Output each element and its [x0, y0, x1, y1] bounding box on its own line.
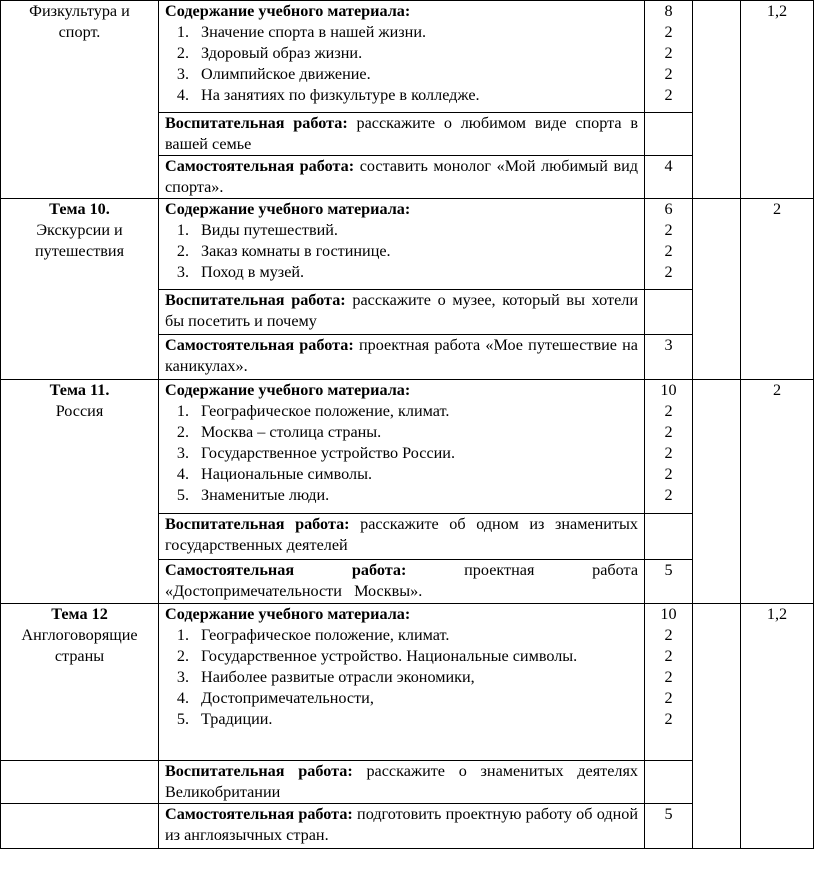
- upbringing-cell: [159, 113, 645, 156]
- upbringing-text: расскажите об одном из знаменитых государственных деятелей: [165, 515, 638, 554]
- topic-cell: [1, 380, 159, 604]
- list-item: 2. Москва – столица страны.: [176, 423, 382, 441]
- independent-text: проектная работа «Достопримечательности Москвы».: [165, 561, 639, 600]
- independent-label: Самостоятельная работа:: [165, 561, 407, 579]
- item-hours: 2: [664, 465, 673, 483]
- list-item: 3. Поход в музей.: [176, 263, 305, 281]
- list-item: 2. Государственное устройство. Национальные символы.: [176, 647, 578, 665]
- topic-line: путешествия: [34, 242, 125, 260]
- content-cell: [159, 199, 645, 290]
- item-hours: 2: [664, 689, 673, 707]
- list-item: 1. Географическое положение, климат.: [176, 626, 450, 644]
- empty-cell: [693, 1, 741, 199]
- independent-cell: [159, 560, 645, 604]
- level-value: 2: [772, 381, 782, 399]
- item-hours: 2: [664, 242, 673, 260]
- content-heading: Содержание учебного материала:: [165, 605, 411, 623]
- content-cell: [159, 604, 645, 761]
- independent-label: Самостоятельная работа:: [165, 336, 354, 354]
- upbringing-label: Воспитательная работа:: [165, 291, 346, 309]
- upbringing-hours: [645, 290, 693, 335]
- upbringing-hours: [645, 113, 693, 156]
- item-hours: 2: [664, 486, 673, 504]
- independent-label: Самостоятельная работа:: [165, 805, 353, 823]
- list-item: 4. Достопримечательности,: [176, 689, 374, 707]
- independent-text: подготовить проектную работу об одной из англоязычных стран.: [165, 805, 638, 844]
- hours-total: 10: [660, 605, 677, 623]
- topic-line: Россия: [55, 402, 104, 420]
- item-hours: 2: [664, 44, 673, 62]
- upbringing-label: Воспитательная работа:: [165, 515, 350, 533]
- item-hours: 2: [664, 402, 673, 420]
- independent-cell: [159, 156, 645, 199]
- topic-line: Экскурсии и: [36, 221, 123, 239]
- item-hours: 2: [664, 263, 673, 281]
- level-cell: [741, 604, 814, 849]
- level-cell: [741, 199, 814, 380]
- hours-total: 6: [664, 200, 673, 218]
- table-row: [1, 604, 814, 761]
- upbringing-hours: [645, 514, 693, 560]
- item-hours: 2: [664, 65, 673, 83]
- list-item: 3. Государственное устройство России.: [176, 444, 456, 462]
- independent-hours: 5: [645, 804, 693, 849]
- upbringing-cell: [159, 761, 645, 804]
- topic-cell: [1, 604, 159, 761]
- independent-text: проектная работа «Мое путешествие на каникулах».: [165, 336, 638, 375]
- table-row: [1, 380, 814, 514]
- topic-title: Тема 12: [51, 605, 108, 623]
- upbringing-text: расскажите о музее, который вы хотели бы посетить и почему: [165, 291, 638, 330]
- list-item: 3. Олимпийское движение.: [176, 65, 371, 83]
- upbringing-cell: [159, 290, 645, 335]
- content-cell: [159, 1, 645, 113]
- item-hours: 2: [664, 23, 673, 41]
- hours-cell: [645, 199, 693, 290]
- level-cell: [741, 380, 814, 604]
- list-item: 5. Знаменитые люди.: [176, 486, 330, 504]
- topic-cell: [1, 1, 159, 199]
- list-item: 1. Географическое положение, климат.: [176, 402, 450, 420]
- upbringing-hours: [645, 761, 693, 804]
- upbringing-label: Воспитательная работа:: [165, 762, 353, 780]
- upbringing-cell: [159, 514, 645, 560]
- content-heading: Содержание учебного материала:: [165, 200, 411, 218]
- independent-cell: [159, 804, 645, 849]
- item-hours: 2: [664, 444, 673, 462]
- independent-hours: 3: [645, 335, 693, 380]
- item-hours: 2: [664, 647, 673, 665]
- list-item: 5. Традиции.: [176, 710, 273, 728]
- independent-text: составить монолог «Мой любимый вид спорта».: [165, 157, 638, 196]
- item-hours: 2: [664, 86, 673, 104]
- hours-total: 8: [664, 2, 673, 20]
- table-row: [1, 804, 814, 849]
- upbringing-text: расскажите о любимом виде спорта в вашей семье: [165, 114, 638, 153]
- item-hours: 2: [664, 423, 673, 441]
- topic-line: Физкультура и: [29, 2, 130, 20]
- item-hours: 2: [664, 221, 673, 239]
- empty-cell: [1, 761, 159, 804]
- table-row: [1, 761, 814, 804]
- independent-hours: 4: [645, 156, 693, 199]
- list-item: 3. Наиболее развитые отрасли экономики,: [176, 668, 475, 686]
- empty-cell: [693, 380, 741, 604]
- topic-line: страны: [54, 647, 105, 665]
- upbringing-label: Воспитательная работа:: [165, 114, 348, 132]
- topic-title: Тема 11.: [49, 381, 110, 399]
- hours-cell: [645, 380, 693, 514]
- list-item: 1. Значение спорта в нашей жизни.: [176, 23, 427, 41]
- list-item: 2. Здоровый образ жизни.: [176, 44, 363, 62]
- hours-cell: [645, 1, 693, 113]
- empty-cell: [1, 804, 159, 849]
- empty-cell: [693, 604, 741, 849]
- independent-cell: [159, 335, 645, 380]
- content-cell: [159, 380, 645, 514]
- hours-total: 10: [660, 381, 677, 399]
- topic-line: спорт.: [58, 23, 101, 41]
- list-item: 2. Заказ комнаты в гостинице.: [176, 242, 391, 260]
- topic-title: Тема 10.: [49, 200, 110, 218]
- topic-cell: [1, 199, 159, 380]
- item-hours: 2: [664, 626, 673, 644]
- hours-cell: [645, 604, 693, 761]
- content-heading: Содержание учебного материала:: [165, 381, 411, 399]
- level-value: 1,2: [766, 605, 788, 623]
- table-row: [1, 199, 814, 290]
- empty-cell: [693, 199, 741, 380]
- level-value: 1,2: [766, 2, 788, 20]
- topic-line: Англоговорящие: [21, 626, 138, 644]
- content-heading: Содержание учебного материала:: [165, 2, 411, 20]
- upbringing-text: расскажите о знаменитых деятелях Великобритании: [165, 762, 639, 801]
- level-value: 2: [772, 200, 782, 218]
- independent-hours: 5: [645, 560, 693, 604]
- list-item: 1. Виды путешествий.: [176, 221, 338, 239]
- table-row: [1, 1, 814, 113]
- list-item: 4. Национальные символы.: [176, 465, 373, 483]
- item-hours: 2: [664, 710, 673, 728]
- list-item: 4. На занятиях по физкультуре в колледже.: [176, 86, 480, 104]
- item-hours: 2: [664, 668, 673, 686]
- level-cell: [741, 1, 814, 199]
- independent-label: Самостоятельная работа:: [165, 157, 355, 175]
